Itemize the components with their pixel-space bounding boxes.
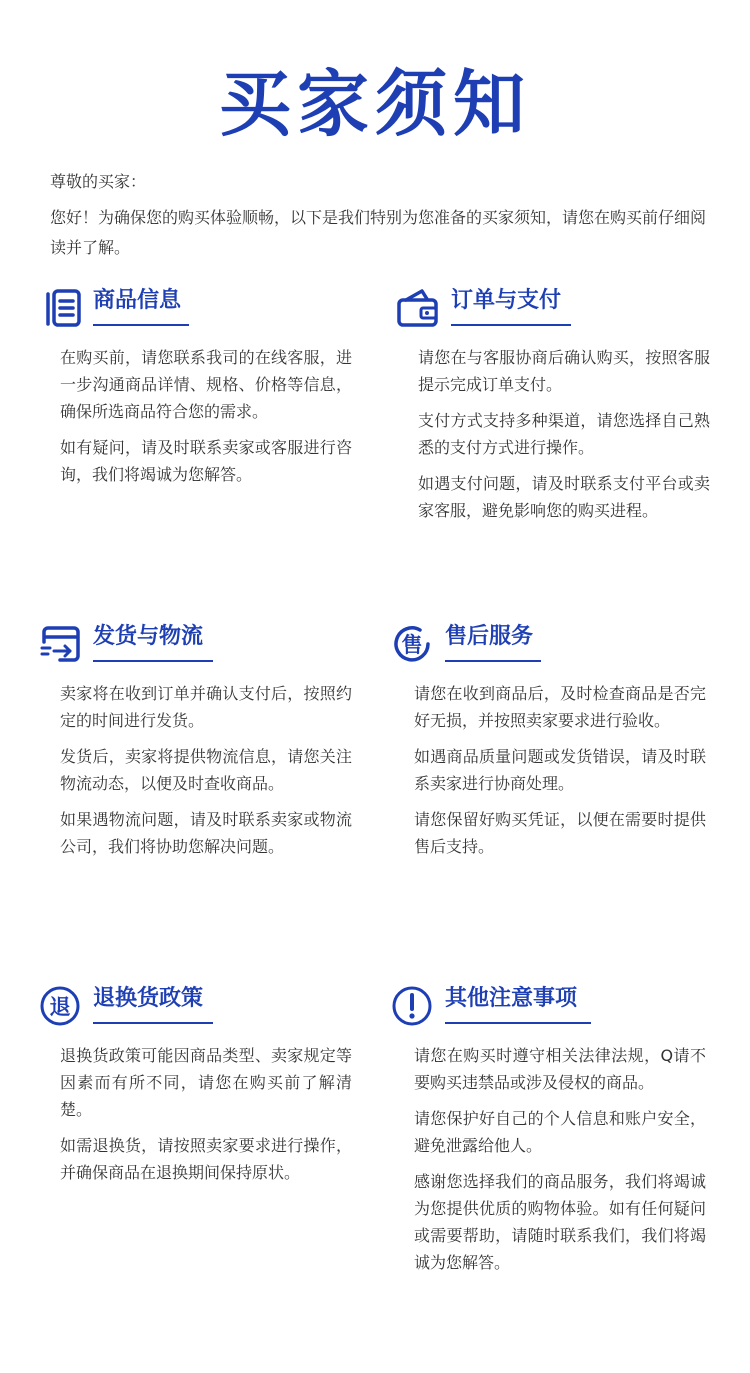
paragraph: 请您保护好自己的个人信息和账户安全，避免泄露给他人。 xyxy=(414,1109,706,1155)
section-order-payment xyxy=(396,284,710,520)
section-body xyxy=(418,344,710,533)
section-other-notes xyxy=(390,982,706,1272)
section-header xyxy=(38,982,348,1030)
section-title: 退换货政策 xyxy=(93,986,204,1011)
section-title-underline xyxy=(451,324,571,326)
section-title: 订单与支付 xyxy=(451,288,562,313)
section-header xyxy=(390,982,700,1030)
section-title-underline xyxy=(445,1022,591,1024)
section-title-underline xyxy=(445,660,541,662)
section-title-underline xyxy=(93,660,213,662)
exclamation-icon xyxy=(390,984,434,1028)
section-body xyxy=(60,344,352,497)
section-header xyxy=(40,620,350,668)
section-body xyxy=(60,1042,352,1195)
section-body xyxy=(414,680,706,869)
section-title: 其他注意事项 xyxy=(445,986,578,1011)
paragraph: 请您在收到商品后，及时检查商品是否完好无损，并按照卖家要求进行验收。 xyxy=(414,684,706,730)
paragraph: 如有疑问，请及时联系卖家或客服进行咨询，我们将竭诚为您解答。 xyxy=(60,438,352,484)
wallet-icon xyxy=(396,286,440,330)
shipping-box-icon xyxy=(40,622,84,666)
section-after-sales xyxy=(390,620,706,856)
paragraph: 退换货政策可能因商品类型、卖家规定等因素而有所不同，请您在购买前了解清楚。 xyxy=(60,1046,352,1119)
icon-glyph: 退 xyxy=(49,995,71,1019)
section-return-policy xyxy=(38,982,352,1182)
greeting: 尊敬的买家： xyxy=(50,172,147,191)
paragraph: 请您在与客服协商后确认购买，按照客服提示完成订单支付。 xyxy=(418,348,710,394)
section-header xyxy=(40,284,350,332)
section-title: 售后服务 xyxy=(445,624,534,649)
intro-text: 您好！为确保您的购买体验顺畅，以下是我们特别为您准备的买家须知，请您在购买前仔细阅读并了解。 xyxy=(50,208,707,257)
section-header xyxy=(390,620,700,668)
page-title: 买家须知 xyxy=(218,62,531,146)
paragraph: 如果遇物流问题，请及时联系卖家或物流公司，我们将协助您解决问题。 xyxy=(60,810,352,856)
list-document-icon xyxy=(40,286,84,330)
section-title-underline xyxy=(93,324,189,326)
section-title: 商品信息 xyxy=(93,288,182,313)
section-header xyxy=(396,284,706,332)
section-title-underline xyxy=(93,1022,213,1024)
paragraph: 如遇支付问题，请及时联系支付平台或卖家客服，避免影响您的购买进程。 xyxy=(418,474,710,520)
section-body xyxy=(60,680,352,869)
paragraph: 请您保留好购买凭证，以便在需要时提供售后支持。 xyxy=(414,810,706,856)
icon-glyph: 售 xyxy=(401,633,423,657)
paragraph: 卖家将在收到订单并确认支付后，按照约定的时间进行发货。 xyxy=(60,684,352,730)
paragraph: 支付方式支持多种渠道，请您选择自己熟悉的支付方式进行操作。 xyxy=(418,411,710,457)
return-icon xyxy=(38,984,82,1028)
section-product-info xyxy=(40,284,352,484)
paragraph: 如需退换货，请按照卖家要求进行操作，并确保商品在退换期间保持原状。 xyxy=(60,1136,352,1182)
section-shipping xyxy=(40,620,352,856)
section-body xyxy=(414,1042,706,1285)
section-title: 发货与物流 xyxy=(93,624,204,649)
paragraph: 在购买前，请您联系我司的在线客服，进一步沟通商品详情、规格、价格等信息，确保所选商品符合您的需求。 xyxy=(60,348,352,421)
paragraph: 感谢您选择我们的商品服务，我们将竭诚为您提供优质的购物体验。如有任何疑问或需要帮助，请随时联系我们，我们将竭诚为您解答。 xyxy=(414,1172,706,1272)
paragraph: 发货后，卖家将提供物流信息，请您关注物流动态，以便及时查收商品。 xyxy=(60,747,352,793)
after-sale-icon xyxy=(390,622,434,666)
paragraph: 请您在购买时遵守相关法律法规，Q请不要购买违禁品或涉及侵权的商品。 xyxy=(414,1046,706,1092)
paragraph: 如遇商品质量问题或发货错误，请及时联系卖家进行协商处理。 xyxy=(414,747,706,793)
